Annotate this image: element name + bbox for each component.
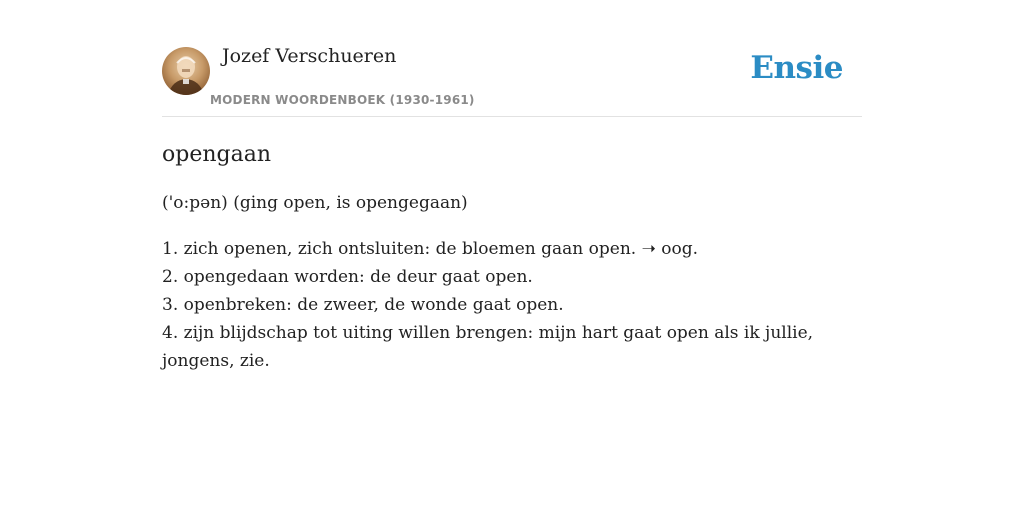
sense-text: 2. opengedaan worden: de deur gaat open. (162, 267, 533, 287)
sense-item (162, 235, 862, 263)
sense-item (162, 263, 862, 291)
header (162, 0, 862, 117)
sense-item (162, 319, 862, 375)
author-avatar[interactable] (162, 47, 210, 95)
headword: opengaan (162, 142, 272, 167)
sense-text: 1. zich openen, zich ontsluiten: de bloemen gaan open. (162, 239, 642, 259)
sense-text: 4. zijn blijdschap tot uiting willen brengen: mijn hart gaat open als ik jullie, jongens, zie. (162, 323, 814, 371)
ensie-logo[interactable]: Ensie (750, 50, 843, 86)
cross-reference-link[interactable]: ➝ oog. (641, 239, 698, 259)
pronunciation: ('o:pən) (ging open, is opengegaan) (162, 193, 468, 213)
portrait-icon (162, 47, 210, 95)
sense-text: 3. openbreken: de zweer, de wonde gaat open. (162, 295, 564, 315)
entry-content (162, 139, 862, 375)
author-name[interactable]: Jozef Verschueren (222, 45, 397, 67)
senses-list (162, 235, 862, 375)
sense-item (162, 291, 862, 319)
source-name[interactable]: MODERN WOORDENBOEK (1930-1961) (210, 93, 475, 107)
